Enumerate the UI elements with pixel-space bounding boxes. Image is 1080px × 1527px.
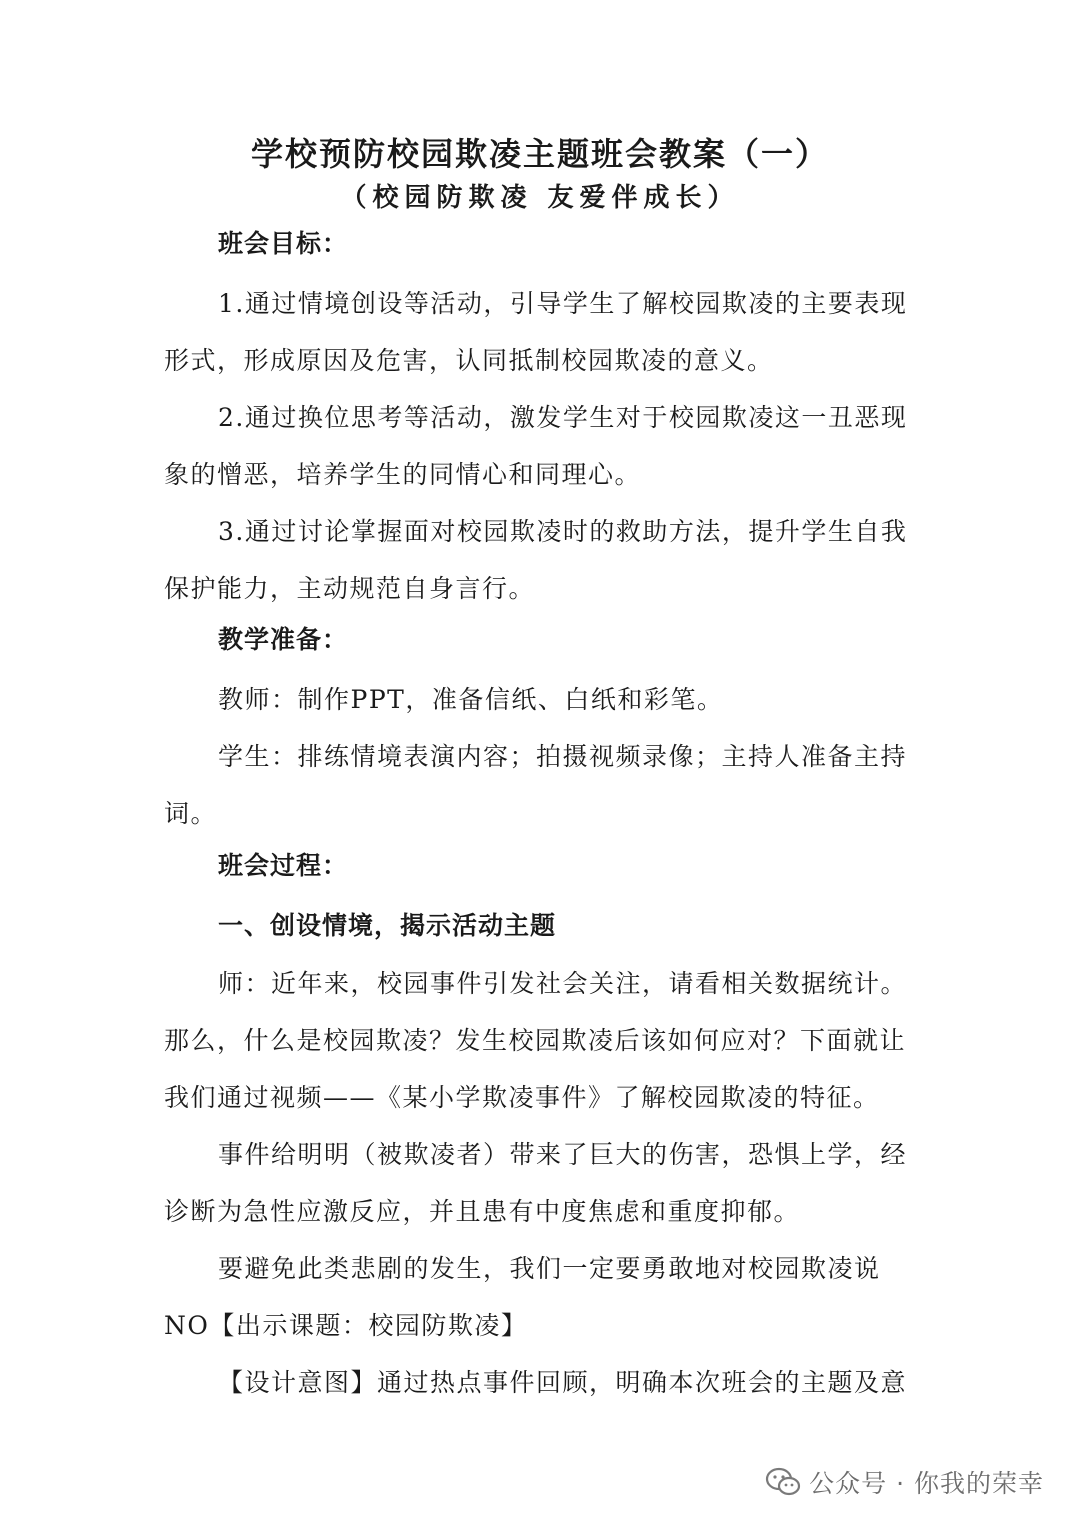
- paragraph-line: 象的憎恶，培养学生的同情心和同理心。: [164, 460, 642, 489]
- section-heading-goals: 班会目标：: [218, 229, 349, 258]
- document-title: 学校预防校园欺凌主题班会教案（一）: [250, 135, 829, 173]
- wechat-icon: [765, 1467, 801, 1497]
- paragraph-line: 诊断为急性应激反应，并且患有中度焦虑和重度抑郁。: [164, 1197, 801, 1226]
- paragraph-line: 那么，什么是校园欺凌？发生校园欺凌后该如何应对？下面就让: [164, 1026, 907, 1055]
- paragraph-line: 师：近年来，校园事件引发社会关注，请看相关数据统计。: [218, 969, 908, 998]
- paragraph-line: 教师：制作PPT，准备信纸、白纸和彩笔。: [218, 685, 724, 714]
- paragraph-line: 学生：排练情境表演内容；拍摄视频录像；主持人准备主持: [218, 742, 908, 771]
- paragraph-line: 保护能力，主动规范自身言行。: [164, 574, 536, 603]
- paragraph-line: 我们通过视频——《某小学欺凌事件》了解校园欺凌的特征。: [164, 1083, 880, 1112]
- paragraph-line: 2.通过换位思考等活动，激发学生对于校园欺凌这一丑恶现: [218, 403, 908, 432]
- paragraph-line: 词。: [164, 799, 218, 828]
- paragraph-line: 要避免此类悲剧的发生，我们一定要勇敢地对校园欺凌说: [218, 1254, 881, 1283]
- paragraph-line: NO【出示课题：校园防欺凌】: [164, 1311, 528, 1340]
- paragraph-line: 事件给明明（被欺凌者）带来了巨大的伤害，恐惧上学，经: [218, 1140, 908, 1169]
- paragraph-line: 3.通过讨论掌握面对校园欺凌时的救助方法，提升学生自我: [218, 517, 908, 546]
- document-subtitle: （校园防欺凌 友爱伴成长）: [340, 183, 740, 213]
- paragraph-line: 【设计意图】通过热点事件回顾，明确本次班会的主题及意: [218, 1368, 908, 1397]
- paragraph-line: 1.通过情境创设等活动，引导学生了解校园欺凌的主要表现: [218, 289, 908, 318]
- subsection-heading: 一、创设情境，揭示活动主题: [218, 911, 557, 940]
- section-heading-preparation: 教学准备：: [218, 625, 349, 654]
- watermark: [765, 1462, 1044, 1502]
- section-heading-process: 班会过程：: [218, 851, 349, 880]
- watermark-text: 公众号 · 你我的荣幸: [809, 1469, 1044, 1498]
- paragraph-line: 形式，形成原因及危害，认同抵制校园欺凌的意义。: [164, 346, 774, 375]
